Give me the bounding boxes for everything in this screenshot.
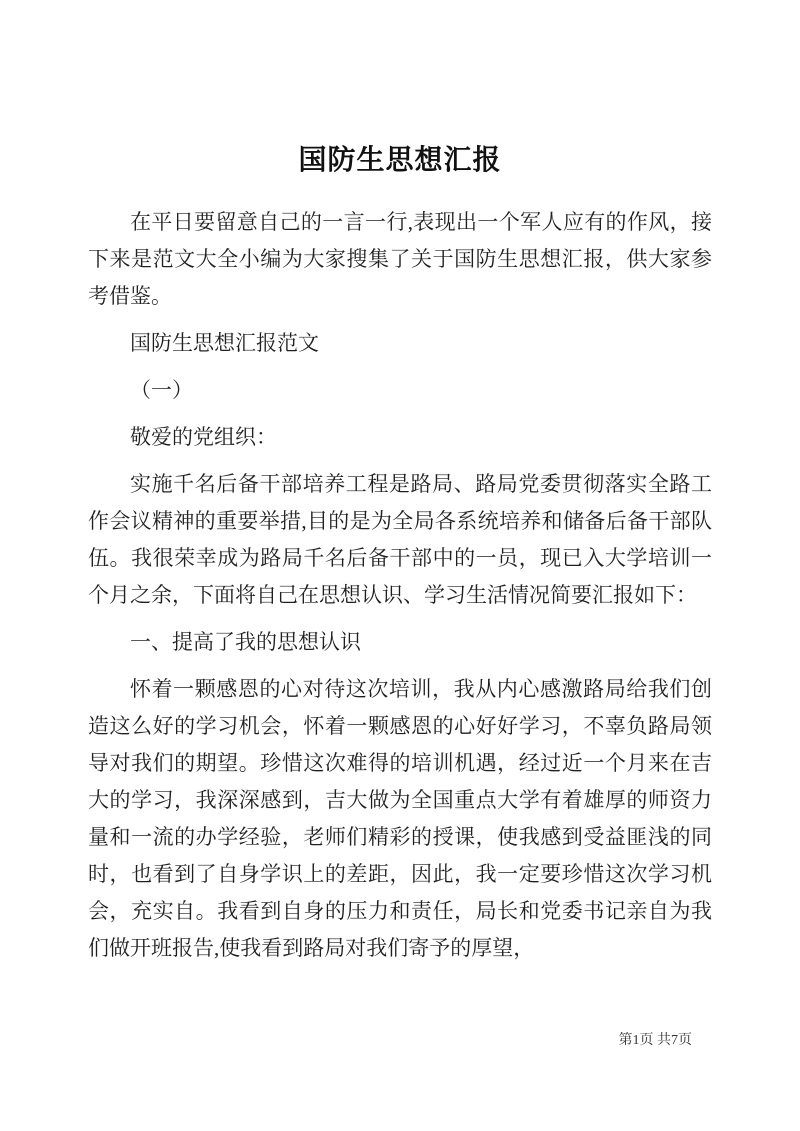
paragraph-section-number: （一） — [130, 378, 193, 402]
paragraph-subtitle: 国防生思想汇报范文 — [130, 331, 319, 355]
paragraph-body-1: 实施千名后备干部培养工程是路局、路局党委贯彻落实全路工作会议精神的重要举措,目的是为全局各系统培养和储备后备干部队伍。我很荣幸成为路局千名后备干部中的一员，现已入大学培训一个月之余，下面将自己在思想认识、学习生活情况简要汇报如下： — [88, 472, 712, 607]
paragraph-body-2: 怀着一颗感恩的心对待这次培训，我从内心感激路局给我们创造这么好的学习机会，怀着一颗感恩的心好好学习，不辜负路局领导对我们的期望。珍惜这次难得的培训机遇，经过近一个月来在吉大的学习，我深深感到，吉大做为全国重点大学有着雄厚的师资力量和一流的办学经验，老师们精彩的授课，使我感到受益匪浅的同时，也看到了自身学识上的差距，因此，我一定要珍惜这次学习机会，充实自。我看到自身的压力和责任，局长和党委书记亲自为我们做开班报告,使我看到路局对我们寄予的厚望， — [88, 677, 712, 960]
paragraph-salutation: 敬爱的党组织： — [130, 425, 277, 449]
page-number-label: 第1页 共7页 — [618, 1033, 692, 1048]
page-footer — [619, 1029, 693, 1049]
document-title: 国防生思想汇报 — [298, 145, 502, 176]
paragraph-intro: 在平日要留意自己的一言一行,表现出一个军人应有的作风，接下来是范文大全小编为大家搜集了关于国防生思想汇报，供大家参考借鉴。 — [88, 210, 712, 308]
paragraph-heading-1: 一、提高了我的思想认识 — [130, 630, 361, 654]
